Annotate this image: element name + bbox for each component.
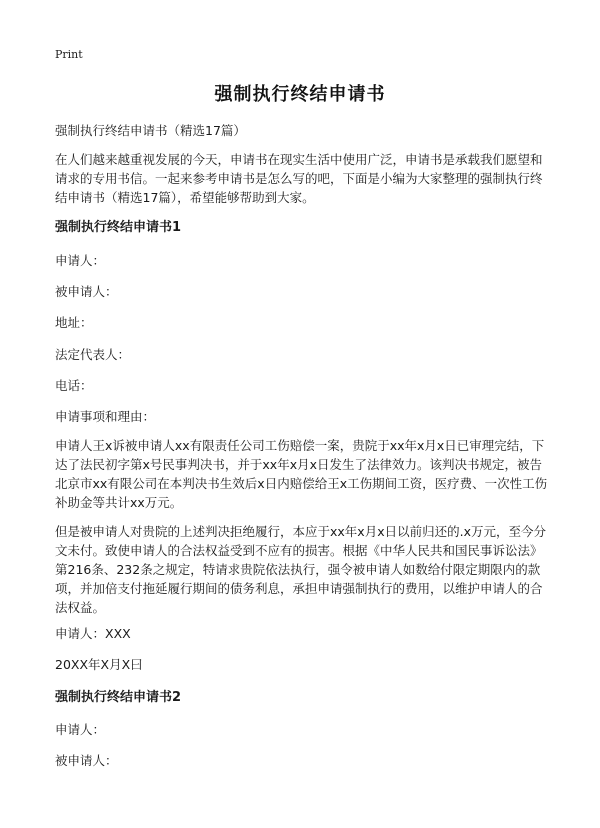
- applicant-line: 申请人：: [55, 253, 106, 268]
- legal-representative-line: 法定代表人：: [55, 347, 131, 362]
- matters-heading: 申请事项和理由：: [55, 409, 156, 424]
- document-subtitle: 强制执行终结申请书（精选17篇）: [55, 123, 246, 138]
- section-1-paragraph-1: 申请人王x诉被申请人xx有限责任公司工伤赔偿一案，贵院于xx年x月x日已审理完结，下达了法民初字第x号民事判决书，并于xx年x月x日发生了法律效力。该判决书规定，被告北京市xx有限公司在本判决书生效后x日内赔偿给王x工伤期间工资，医疗费、一次性工伤补助金等共计xx万元。: [55, 438, 548, 510]
- date-line: 20XX年X月X曰: [55, 657, 143, 672]
- respondent-line: 被申请人：: [55, 284, 118, 299]
- section-1-heading: 强制执行终结申请书1: [55, 220, 182, 235]
- print-link[interactable]: Print: [55, 48, 83, 61]
- section-1-paragraph-2: 但是被申请人对贵院的上述判决拒绝履行，本应于xx年x月x日以前归还的.x万元，至今分文未付。致使申请人的合法权益受到不应有的损害。根据《中华人民共和国民事诉讼法》第216条、232条之规定，特请求贵院依法执行，强令被申请人如数给付限定期限内的款项，并加倍支付拖延履行期间的债务利息，承担申请强制执行的费用，以维护申请人的合法权益。: [55, 524, 546, 615]
- section-2-applicant-line: 申请人：: [55, 722, 106, 737]
- intro-paragraph: 在人们越来越重视发展的今天，申请书在现实生活中使用广泛，申请书是承载我们愿望和请求的专用书信。一起来参考申请书是怎么写的吧，下面是小编为大家整理的强制执行终结申请书（精选17篇），希望能够帮助到大家。: [55, 152, 543, 205]
- document-title: 强制执行终结申请书: [214, 84, 386, 105]
- section-2-heading: 强制执行终结申请书2: [55, 690, 182, 705]
- signature-line: 申请人：XXX: [55, 626, 131, 641]
- section-2-respondent-line: 被申请人：: [55, 753, 118, 768]
- address-line: 地址：: [55, 315, 93, 330]
- phone-line: 电话：: [55, 378, 93, 393]
